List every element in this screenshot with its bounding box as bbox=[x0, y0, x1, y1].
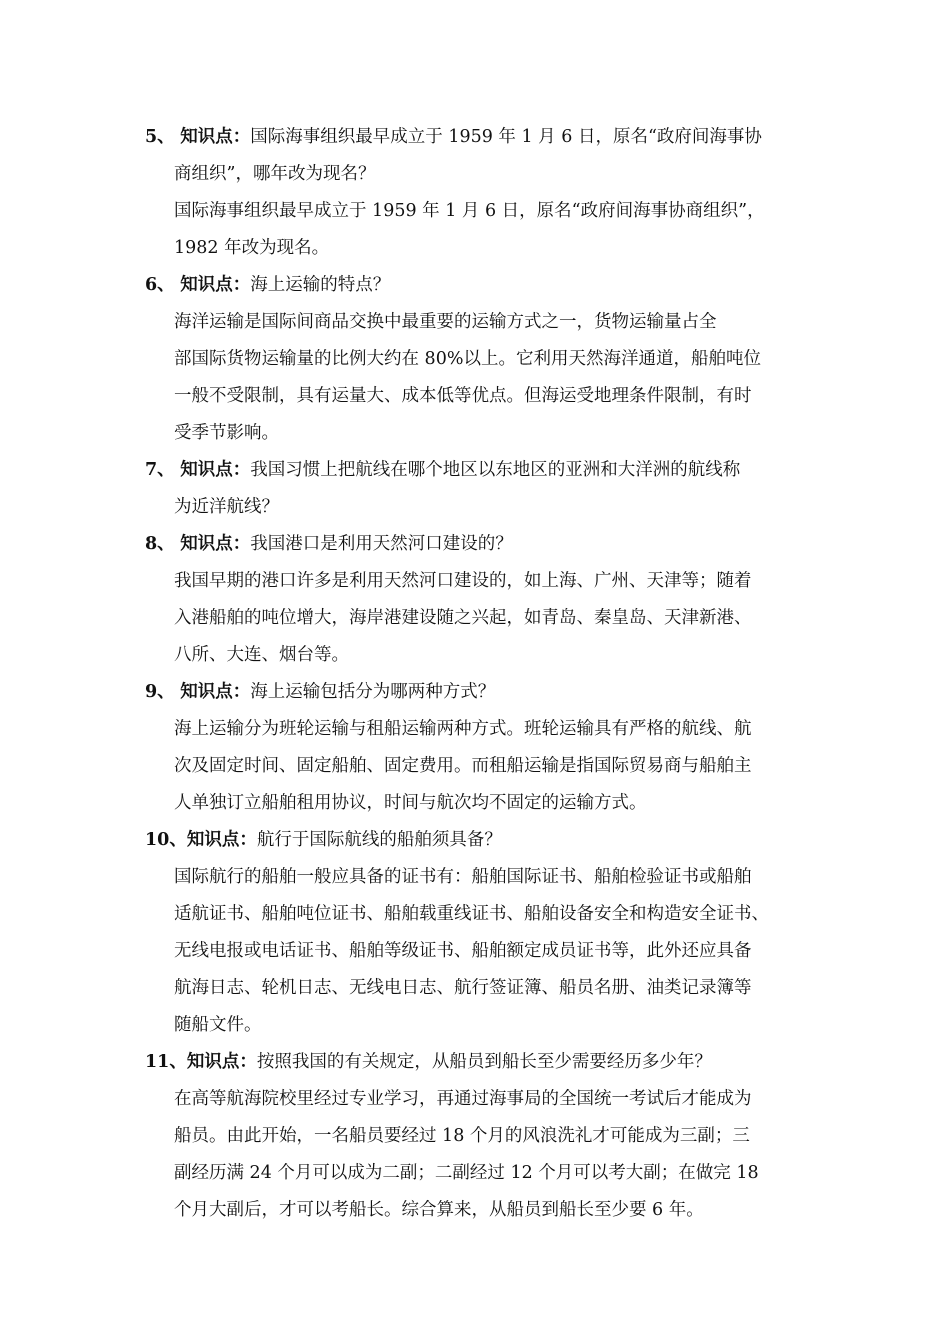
answer-line: 海上运输分为班轮运输与租船运输两种方式。班轮运输具有严格的航线、航 bbox=[174, 719, 752, 739]
question-8 bbox=[145, 536, 513, 554]
question-7 bbox=[145, 462, 740, 480]
answer-line: 1982 年改为现名。 bbox=[174, 238, 330, 258]
question-9 bbox=[145, 684, 495, 702]
knowledge-point-label: 知识点： bbox=[180, 275, 251, 295]
answer-line: 次及固定时间、固定船舶、固定费用。而租船运输是指国际贸易商与船舶主 bbox=[174, 756, 752, 776]
question-text: 按照我国的有关规定，从船员到船长至少需要经历多少年？ bbox=[256, 1052, 712, 1072]
question-6 bbox=[145, 277, 390, 295]
question-5 bbox=[145, 129, 762, 147]
answer-line: 国际航行的船舶一般应具备的证书有：船舶国际证书、船舶检验证书或船舶 bbox=[174, 867, 752, 887]
answer-line: 航海日志、轮机日志、无线电日志、航行签证簿、船员名册、油类记录簿等 bbox=[174, 978, 752, 998]
knowledge-point-label: 知识点： bbox=[180, 682, 251, 702]
answer-line: 海洋运输是国际间商品交换中最重要的运输方式之一，货物运输量占全 bbox=[174, 312, 717, 332]
knowledge-point-label: 知识点： bbox=[180, 127, 251, 147]
question-11 bbox=[145, 1054, 712, 1072]
question-number: 8、 bbox=[145, 534, 175, 554]
question-text: 国际海事组织最早成立于 1959 年 1 月 6 日，原名“政府间海事协 bbox=[250, 127, 762, 147]
question-number: 6、 bbox=[145, 275, 175, 295]
question-number: 11、 bbox=[145, 1052, 187, 1072]
answer-line: 在高等航海院校里经过专业学习，再通过海事局的全国统一考试后才能成为 bbox=[174, 1089, 752, 1109]
answer-line: 受季节影响。 bbox=[174, 423, 279, 443]
answer-line: 国际海事组织最早成立于 1959 年 1 月 6 日，原名“政府间海事协商组织”， bbox=[174, 201, 765, 221]
question-number: 7、 bbox=[145, 460, 175, 480]
question-text: 航行于国际航线的船舶须具备？ bbox=[256, 830, 502, 850]
answer-line: 无线电报或电话证书、船舶等级证书、船舶额定成员证书等，此外还应具备 bbox=[174, 941, 752, 961]
knowledge-point-label: 知识点： bbox=[186, 830, 257, 850]
answer-line: 随船文件。 bbox=[174, 1015, 262, 1035]
question-number: 9、 bbox=[145, 682, 175, 702]
answer-line: 人单独订立船舶租用协议，时间与航次均不固定的运输方式。 bbox=[174, 793, 647, 813]
answer-line: 副经历满 24 个月可以成为二副；二副经过 12 个月可以考大副；在做完 18 bbox=[174, 1163, 759, 1183]
knowledge-point-label: 知识点： bbox=[180, 534, 251, 554]
answer-line: 八所、大连、烟台等。 bbox=[174, 645, 349, 665]
answer-line: 适航证书、船舶吨位证书、船舶载重线证书、船舶设备安全和构造安全证书、 bbox=[174, 904, 769, 924]
question-text-line: 商组织”，哪年改为现名？ bbox=[174, 164, 376, 184]
knowledge-point-label: 知识点： bbox=[180, 460, 251, 480]
knowledge-point-label: 知识点： bbox=[186, 1052, 257, 1072]
question-text-line: 为近洋航线？ bbox=[174, 497, 279, 517]
question-number: 10、 bbox=[145, 830, 187, 850]
answer-line: 个月大副后，才可以考船长。综合算来，从船员到船长至少要 6 年。 bbox=[174, 1200, 704, 1220]
answer-line: 船员。由此开始，一名船员要经过 18 个月的风浪洗礼才可能成为三副；三 bbox=[174, 1126, 750, 1146]
answer-line: 我国早期的港口许多是利用天然河口建设的，如上海、广州、天津等；随着 bbox=[174, 571, 752, 591]
answer-line: 部国际货物运输量的比例大约在 80%以上。它利用天然海洋通道，船舶吨位 bbox=[174, 349, 761, 369]
question-number: 5、 bbox=[145, 127, 175, 147]
question-text: 我国港口是利用天然河口建设的？ bbox=[250, 534, 513, 554]
question-text: 海上运输的特点？ bbox=[250, 275, 391, 295]
answer-line: 一般不受限制，具有运量大、成本低等优点。但海运受地理条件限制，有时 bbox=[174, 386, 752, 406]
question-text: 我国习惯上把航线在哪个地区以东地区的亚洲和大洋洲的航线称 bbox=[250, 460, 741, 480]
answer-line: 入港船舶的吨位增大，海岸港建设随之兴起，如青岛、秦皇岛、天津新港、 bbox=[174, 608, 752, 628]
question-10 bbox=[145, 832, 502, 850]
question-text: 海上运输包括分为哪两种方式？ bbox=[250, 682, 496, 702]
